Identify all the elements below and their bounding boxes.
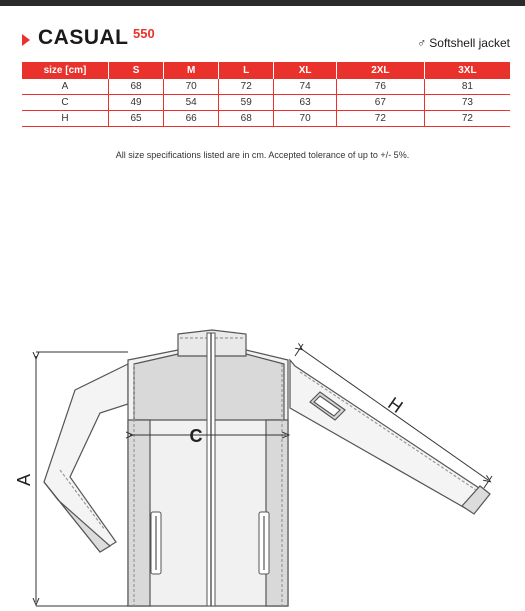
table-row	[22, 111, 510, 127]
table-row	[22, 79, 510, 95]
table-cell: 59	[219, 95, 274, 111]
column-header: 3XL	[424, 62, 510, 79]
column-header: XL	[274, 62, 337, 79]
dimension-c-label: C	[189, 426, 203, 446]
table-cell: 74	[274, 79, 337, 95]
size-note: All size specifications listed are in cm. Accepted tolerance of up to +/- 5%.	[115, 150, 410, 160]
table-cell: 66	[164, 111, 219, 127]
product-type-label: Softshell jacket	[429, 36, 510, 50]
table-cell: 72	[219, 79, 274, 95]
jacket-diagram	[0, 320, 525, 611]
table-cell: C	[22, 95, 109, 111]
top-bar	[0, 0, 525, 6]
male-symbol-icon: ♂	[417, 36, 427, 50]
product-type	[417, 36, 510, 50]
front-zipper	[207, 333, 215, 606]
table-cell: 73	[424, 95, 510, 111]
triangle-bullet-icon	[22, 34, 30, 46]
table-cell: 70	[274, 111, 337, 127]
column-header: M	[164, 62, 219, 79]
table-cell: 63	[274, 95, 337, 111]
table-cell: 54	[164, 95, 219, 111]
table-cell: 68	[109, 79, 164, 95]
table-cell: H	[22, 111, 109, 127]
table-cell: 65	[109, 111, 164, 127]
right-sleeve	[290, 360, 490, 514]
model-number: 550	[133, 26, 155, 41]
table-row	[22, 95, 510, 111]
column-header: 2XL	[336, 62, 424, 79]
table-cell: 72	[424, 111, 510, 127]
table-cell: 81	[424, 79, 510, 95]
table-cell: 72	[336, 111, 424, 127]
dimension-a-label: A	[14, 473, 34, 487]
column-header: size [cm]	[22, 62, 109, 79]
table-cell: 67	[336, 95, 424, 111]
column-header: L	[219, 62, 274, 79]
table-cell: 70	[164, 79, 219, 95]
product-header	[0, 26, 525, 56]
size-table-header-row	[22, 62, 510, 79]
left-sleeve	[44, 364, 128, 552]
table-cell: 76	[336, 79, 424, 95]
size-table	[22, 62, 510, 127]
dimension-h-label: H	[384, 393, 407, 418]
table-cell: 68	[219, 111, 274, 127]
brand-title: CASUAL	[38, 26, 129, 49]
table-cell: A	[22, 79, 109, 95]
column-header: S	[109, 62, 164, 79]
table-cell: 49	[109, 95, 164, 111]
